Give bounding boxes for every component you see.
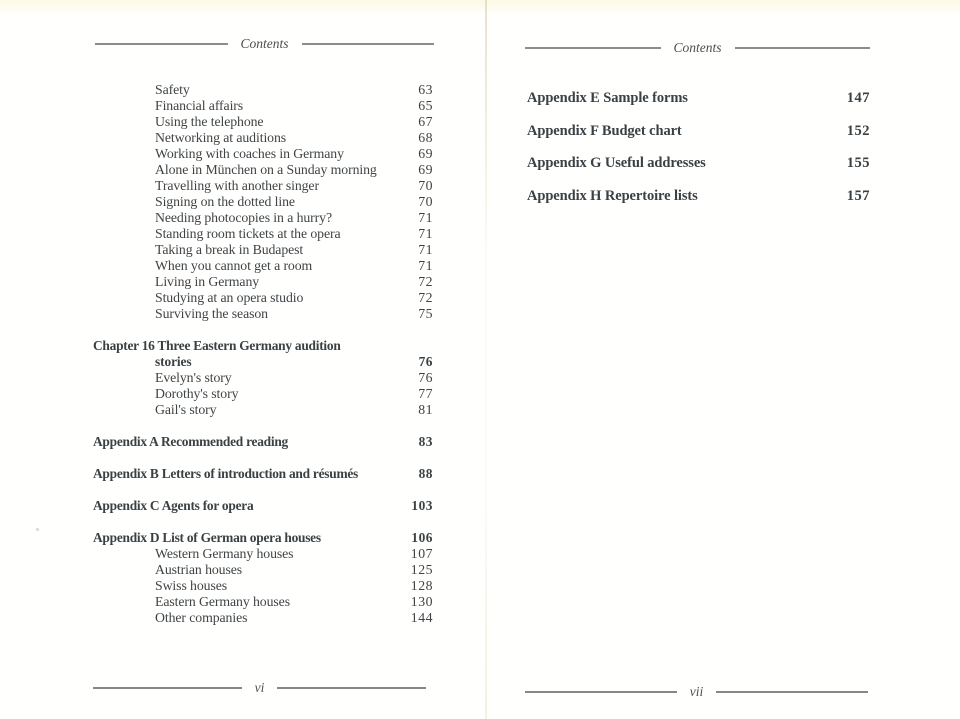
toc-entry-page-number: 70 <box>418 194 433 209</box>
toc-entry-label: Appendix D List of German opera houses <box>93 530 321 545</box>
toc-entry <box>93 226 433 242</box>
toc-entry-page-number: 72 <box>418 274 433 289</box>
toc-entry <box>93 306 433 322</box>
toc-entry-label: Taking a break in Budapest <box>155 242 304 257</box>
toc-entry-page-number: 65 <box>418 98 433 113</box>
toc-entry-label: Appendix B Letters of introduction and résumés <box>93 466 359 481</box>
toc-entry-page-number: 128 <box>410 578 433 593</box>
toc-entry-label: Travelling with another singer <box>155 178 319 193</box>
toc-entry-page-number: 130 <box>410 594 433 609</box>
toc-entry <box>93 210 433 226</box>
toc-entry-label: stories <box>155 354 192 369</box>
left-page <box>93 0 434 719</box>
toc-entry-page-number: 157 <box>846 187 870 204</box>
left-running-head <box>95 36 434 52</box>
toc-entry-label: Surviving the season <box>155 306 268 321</box>
right-header-title: Contents <box>673 40 722 55</box>
toc-entry <box>93 466 433 482</box>
toc-entry <box>527 188 870 204</box>
left-folio: vi <box>254 680 265 695</box>
toc-entry <box>93 594 433 610</box>
toc-entry-page-number: 75 <box>418 306 433 321</box>
right-page <box>525 0 870 719</box>
toc-entry-page-number: 103 <box>411 498 433 513</box>
toc-entry-page-number: 147 <box>846 90 870 106</box>
toc-entry <box>93 338 433 354</box>
toc-entry-label: Working with coaches in Germany <box>155 146 344 161</box>
toc-entry-page-number: 71 <box>418 258 433 273</box>
toc-entry <box>93 546 433 562</box>
toc-entry <box>93 194 433 210</box>
toc-entry <box>93 498 433 514</box>
header-rule-right <box>735 47 871 49</box>
page-gutter-line <box>485 0 487 719</box>
toc-entry <box>93 434 433 450</box>
toc-entry <box>93 178 433 194</box>
toc-entry-label: Appendix A Recommended reading <box>93 434 288 449</box>
toc-entry <box>93 82 433 98</box>
toc-entry-page-number: 69 <box>418 162 433 177</box>
toc-entry-label: Financial affairs <box>155 98 244 113</box>
toc-entry-label: Austrian houses <box>155 562 243 577</box>
right-running-head <box>525 40 870 56</box>
toc-entry-label: Signing on the dotted line <box>155 194 295 209</box>
toc-entry-page-number: 63 <box>418 82 433 97</box>
toc-entry-page-number: 71 <box>418 210 433 225</box>
toc-entry-page-number: 71 <box>418 226 433 241</box>
toc-entry-page-number: 69 <box>418 146 433 161</box>
toc-entry-label: Appendix H Repertoire lists <box>527 187 698 204</box>
toc-entry-label: Dorothy's story <box>155 386 239 401</box>
toc-entry-page-number: 81 <box>418 402 433 417</box>
toc-entry <box>93 258 433 274</box>
toc-entry-label: Networking at auditions <box>155 130 287 145</box>
toc-entry <box>93 130 433 146</box>
toc-entry-page-number: 125 <box>410 562 433 577</box>
toc-entry-label: Swiss houses <box>155 578 228 593</box>
toc-entry <box>93 146 433 162</box>
scan-speck <box>36 528 39 531</box>
toc-entry-page-number: 88 <box>418 466 433 481</box>
toc-entry-page-number: 152 <box>846 122 870 139</box>
toc-entry <box>93 354 433 370</box>
toc-entry-page-number: 106 <box>411 530 433 545</box>
toc-entry-label: Evelyn's story <box>155 370 232 385</box>
toc-entry-page-number: 155 <box>846 155 870 171</box>
toc-entry <box>527 155 870 171</box>
toc-entry-label: Western Germany houses <box>155 546 294 561</box>
header-rule-right <box>302 43 435 45</box>
toc-entry-label: Appendix G Useful addresses <box>527 155 706 171</box>
toc-entry <box>93 98 433 114</box>
toc-entry-label: Alone in München on a Sunday morning <box>155 162 377 177</box>
right-page-footer <box>525 684 868 700</box>
footer-rule-left <box>525 691 677 693</box>
footer-rule-right <box>716 691 868 693</box>
toc-entry-label: Other companies <box>155 610 248 625</box>
toc-entry <box>93 114 433 130</box>
toc-entry-label: When you cannot get a room <box>155 258 313 273</box>
left-page-footer <box>93 680 426 696</box>
toc-entry <box>93 274 433 290</box>
toc-entry-label: Eastern Germany houses <box>155 594 290 609</box>
toc-entry-page-number: 72 <box>418 290 433 305</box>
toc-entry-label: Appendix C Agents for opera <box>93 498 254 513</box>
header-rule-left <box>525 47 661 49</box>
toc-entry <box>93 402 433 418</box>
toc-entry <box>93 610 433 626</box>
toc-entry-page-number: 144 <box>410 610 433 625</box>
toc-entry-page-number: 83 <box>418 434 433 449</box>
header-rule-left <box>95 43 228 45</box>
toc-entry <box>93 578 433 594</box>
toc-entry <box>93 562 433 578</box>
toc-entry-label: Living in Germany <box>155 274 260 289</box>
toc-entry-page-number: 67 <box>418 114 433 129</box>
toc-entry-label: Safety <box>155 82 190 97</box>
left-header-title: Contents <box>240 36 289 51</box>
toc-entry-label: Chapter 16 Three Eastern Germany audition <box>93 338 341 353</box>
toc-entry-label: Gail's story <box>155 402 217 417</box>
footer-rule-left <box>93 687 242 689</box>
toc-entry-page-number: 76 <box>418 370 433 385</box>
toc-entry-label: Needing photocopies in a hurry? <box>155 210 332 225</box>
toc-entry <box>93 290 433 306</box>
toc-entry <box>93 530 433 546</box>
toc-entry-page-number: 71 <box>418 242 433 257</box>
toc-entry <box>93 162 433 178</box>
toc-list-right <box>527 90 870 220</box>
toc-entry <box>93 370 433 386</box>
toc-entry-label: Standing room tickets at the opera <box>155 226 341 241</box>
toc-entry-label: Appendix E Sample forms <box>527 90 688 106</box>
toc-entry <box>93 242 433 258</box>
toc-entry-page-number: 77 <box>418 386 433 401</box>
toc-entry-page-number: 70 <box>418 178 433 193</box>
right-folio: vii <box>689 684 704 699</box>
footer-rule-right <box>277 687 426 689</box>
toc-entry-page-number: 107 <box>410 546 433 561</box>
toc-entry <box>93 386 433 402</box>
toc-entry-label: Studying at an opera studio <box>155 290 304 305</box>
toc-entry <box>527 90 870 106</box>
toc-entry-page-number: 68 <box>418 130 433 145</box>
toc-entry-page-number: 76 <box>418 354 433 369</box>
toc-list-left <box>93 82 433 626</box>
toc-entry <box>527 123 870 139</box>
toc-entry-label: Using the telephone <box>155 114 264 129</box>
toc-entry-label: Appendix F Budget chart <box>527 122 682 139</box>
